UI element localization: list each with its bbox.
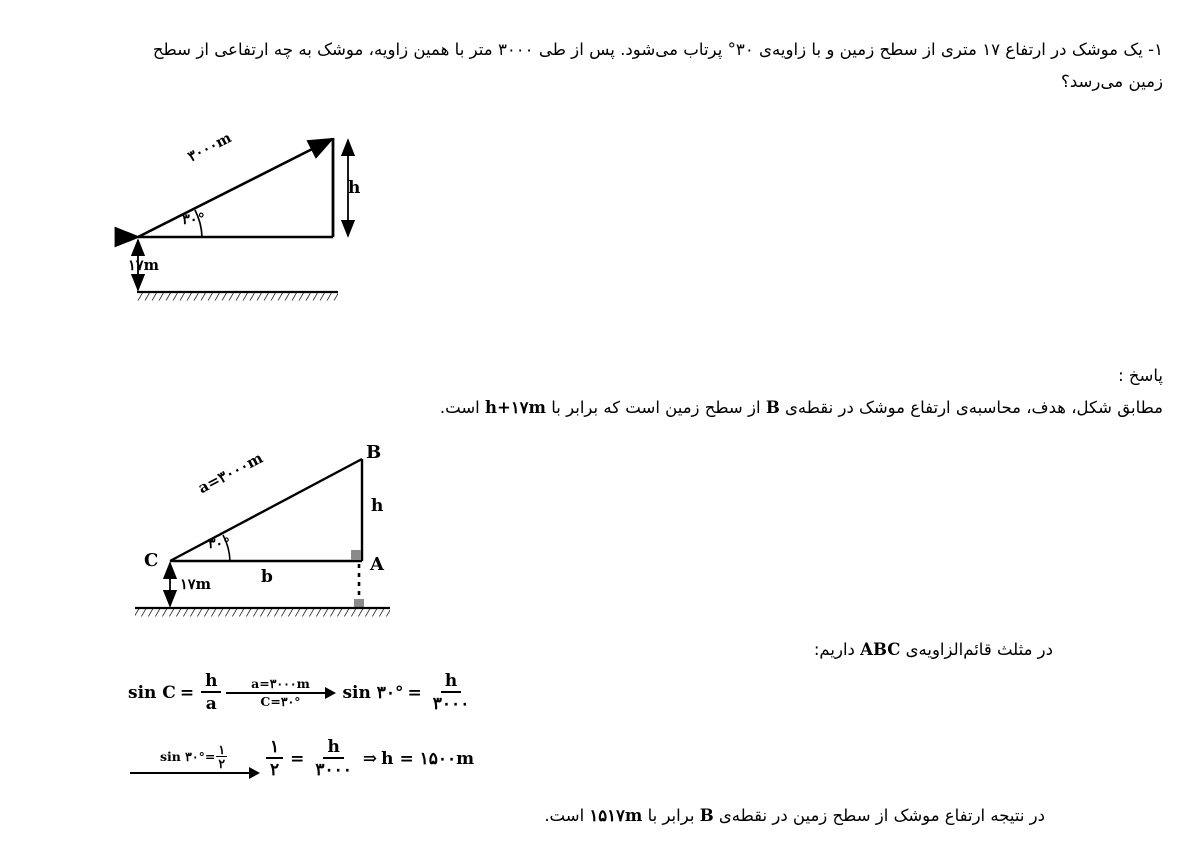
formula-2-frac2-denominator: ۳۰۰۰ xyxy=(315,760,352,781)
answer-label: پاسخ : xyxy=(1118,366,1163,385)
figure-1-svg xyxy=(110,118,400,313)
figure-2-vertex-b-label: B xyxy=(366,442,382,463)
formula-1-arrow-line xyxy=(226,692,334,694)
formula-1-rhs-equals: = xyxy=(407,682,422,703)
formula-2-equals: = xyxy=(290,748,305,769)
conclusion-part-1: در نتیجه ارتفاع موشک از سطح زمین در نقطه‌ی xyxy=(718,806,1045,825)
figure-rocket-launch xyxy=(110,118,400,313)
formula-2-arrow-frac-denominator: ۲ xyxy=(218,756,226,772)
formula-2-arrow-over-fraction xyxy=(216,741,227,772)
figure-2-svg xyxy=(118,438,418,628)
formula-1-substitution-arrow xyxy=(226,677,334,709)
formula-1-rhs-lhs: sin ۳۰° xyxy=(342,682,404,703)
figure-2-vertex-a-label: A xyxy=(370,554,384,575)
right-angle-marker-a xyxy=(351,550,361,560)
formula-2-arrow-line xyxy=(130,772,258,774)
formula-1-frac1-numerator: h xyxy=(201,672,221,693)
answer-line-1-point: B xyxy=(765,398,780,417)
figure-2-hypotenuse-label: a=۳۰۰۰m xyxy=(195,448,266,498)
figure-right-triangle-abc xyxy=(118,438,418,628)
conclusion-text xyxy=(544,800,1045,832)
formula-1-frac2-numerator: h xyxy=(441,672,461,693)
figure-2-angle-label: ۳۰° xyxy=(208,536,231,552)
figure-1-hypotenuse-label: ۳۰۰۰m xyxy=(185,129,235,166)
formula-2-fraction-1-over-2 xyxy=(266,738,283,780)
formula-sin-c xyxy=(128,672,476,714)
conclusion-part-2: برابر با xyxy=(647,806,695,825)
formula-2-substitution-arrow xyxy=(130,741,258,774)
formula-1-frac2-denominator: ۳۰۰۰ xyxy=(432,694,470,715)
answer-line-1-part-2: از سطح زمین است که برابر با xyxy=(551,398,761,417)
formula-1-lhs: sin C xyxy=(128,682,176,703)
formula-2-frac1-denominator: ۲ xyxy=(270,760,280,781)
conclusion-value: ۱۵۱۷m xyxy=(589,806,643,825)
figure-1-ground-offset-label: ۱۷m xyxy=(128,257,159,274)
formula-2-arrow-over-prefix: sin ۳۰°= xyxy=(159,749,216,765)
formula-1-equals: = xyxy=(179,682,195,703)
answer-line-1-value: h+۱۷m xyxy=(485,398,547,417)
question-text: ۱- یک موشک در ارتفاع ۱۷ متری از سطح زمین و با زاویه‌ی ۳۰° پرتاب می‌شود. پس از طی ۳۰۰۰ متر با همین زاویه، موشک به چه ارتفاعی از سطح زمین می‌رسد؟ xyxy=(152,40,1163,92)
formula-1-arrow-over-label: a=۳۰۰۰m xyxy=(251,676,310,692)
answer-line-1 xyxy=(280,392,1163,424)
triangle-intro-triangle-name: ABC xyxy=(860,640,901,659)
triangle-intro-part-1: در مثلث قائم‌الزاویه‌ی xyxy=(905,640,1053,659)
formula-2-frac2-numerator: h xyxy=(323,738,343,759)
figure-2-height-label: h xyxy=(371,496,384,516)
formula-1-arrow-under-label: C=۳۰° xyxy=(260,693,301,709)
formula-1-fraction-h-over-3000 xyxy=(429,672,474,714)
formula-solve-h xyxy=(128,738,474,780)
figure-1-angle-label: ۳۰° xyxy=(182,211,205,228)
formula-2-arrow-over-label xyxy=(159,741,228,772)
answer-line-1-part-3: است. xyxy=(439,398,480,417)
triangle-intro-part-2: داریم: xyxy=(813,640,855,659)
triangle-intro-text xyxy=(814,634,1053,666)
figure-1-height-label: h xyxy=(348,178,361,198)
figure-2-vertex-c-label: C xyxy=(144,550,159,571)
conclusion-part-3: است. xyxy=(544,806,585,825)
conclusion-point: B xyxy=(699,806,714,825)
formula-1-frac1-denominator: a xyxy=(205,694,217,715)
formula-2-fraction-h-over-3000 xyxy=(311,738,356,780)
formula-1-fraction-h-over-a xyxy=(201,672,221,714)
figure-2-base-label: b xyxy=(261,567,273,587)
figure-2-ground-offset-label: ۱۷m xyxy=(180,576,211,593)
formula-2-frac1-numerator: ۱ xyxy=(266,738,283,759)
formula-2-implies-symbol: ⇒ xyxy=(362,748,378,769)
formula-2-arrow-frac-numerator: ۱ xyxy=(218,741,226,757)
formula-2-result: h = ۱۵۰۰m xyxy=(381,748,475,769)
answer-line-1-part-1: مطابق شکل، هدف، محاسبه‌ی ارتفاع موشک در نقطه‌ی xyxy=(785,398,1163,417)
